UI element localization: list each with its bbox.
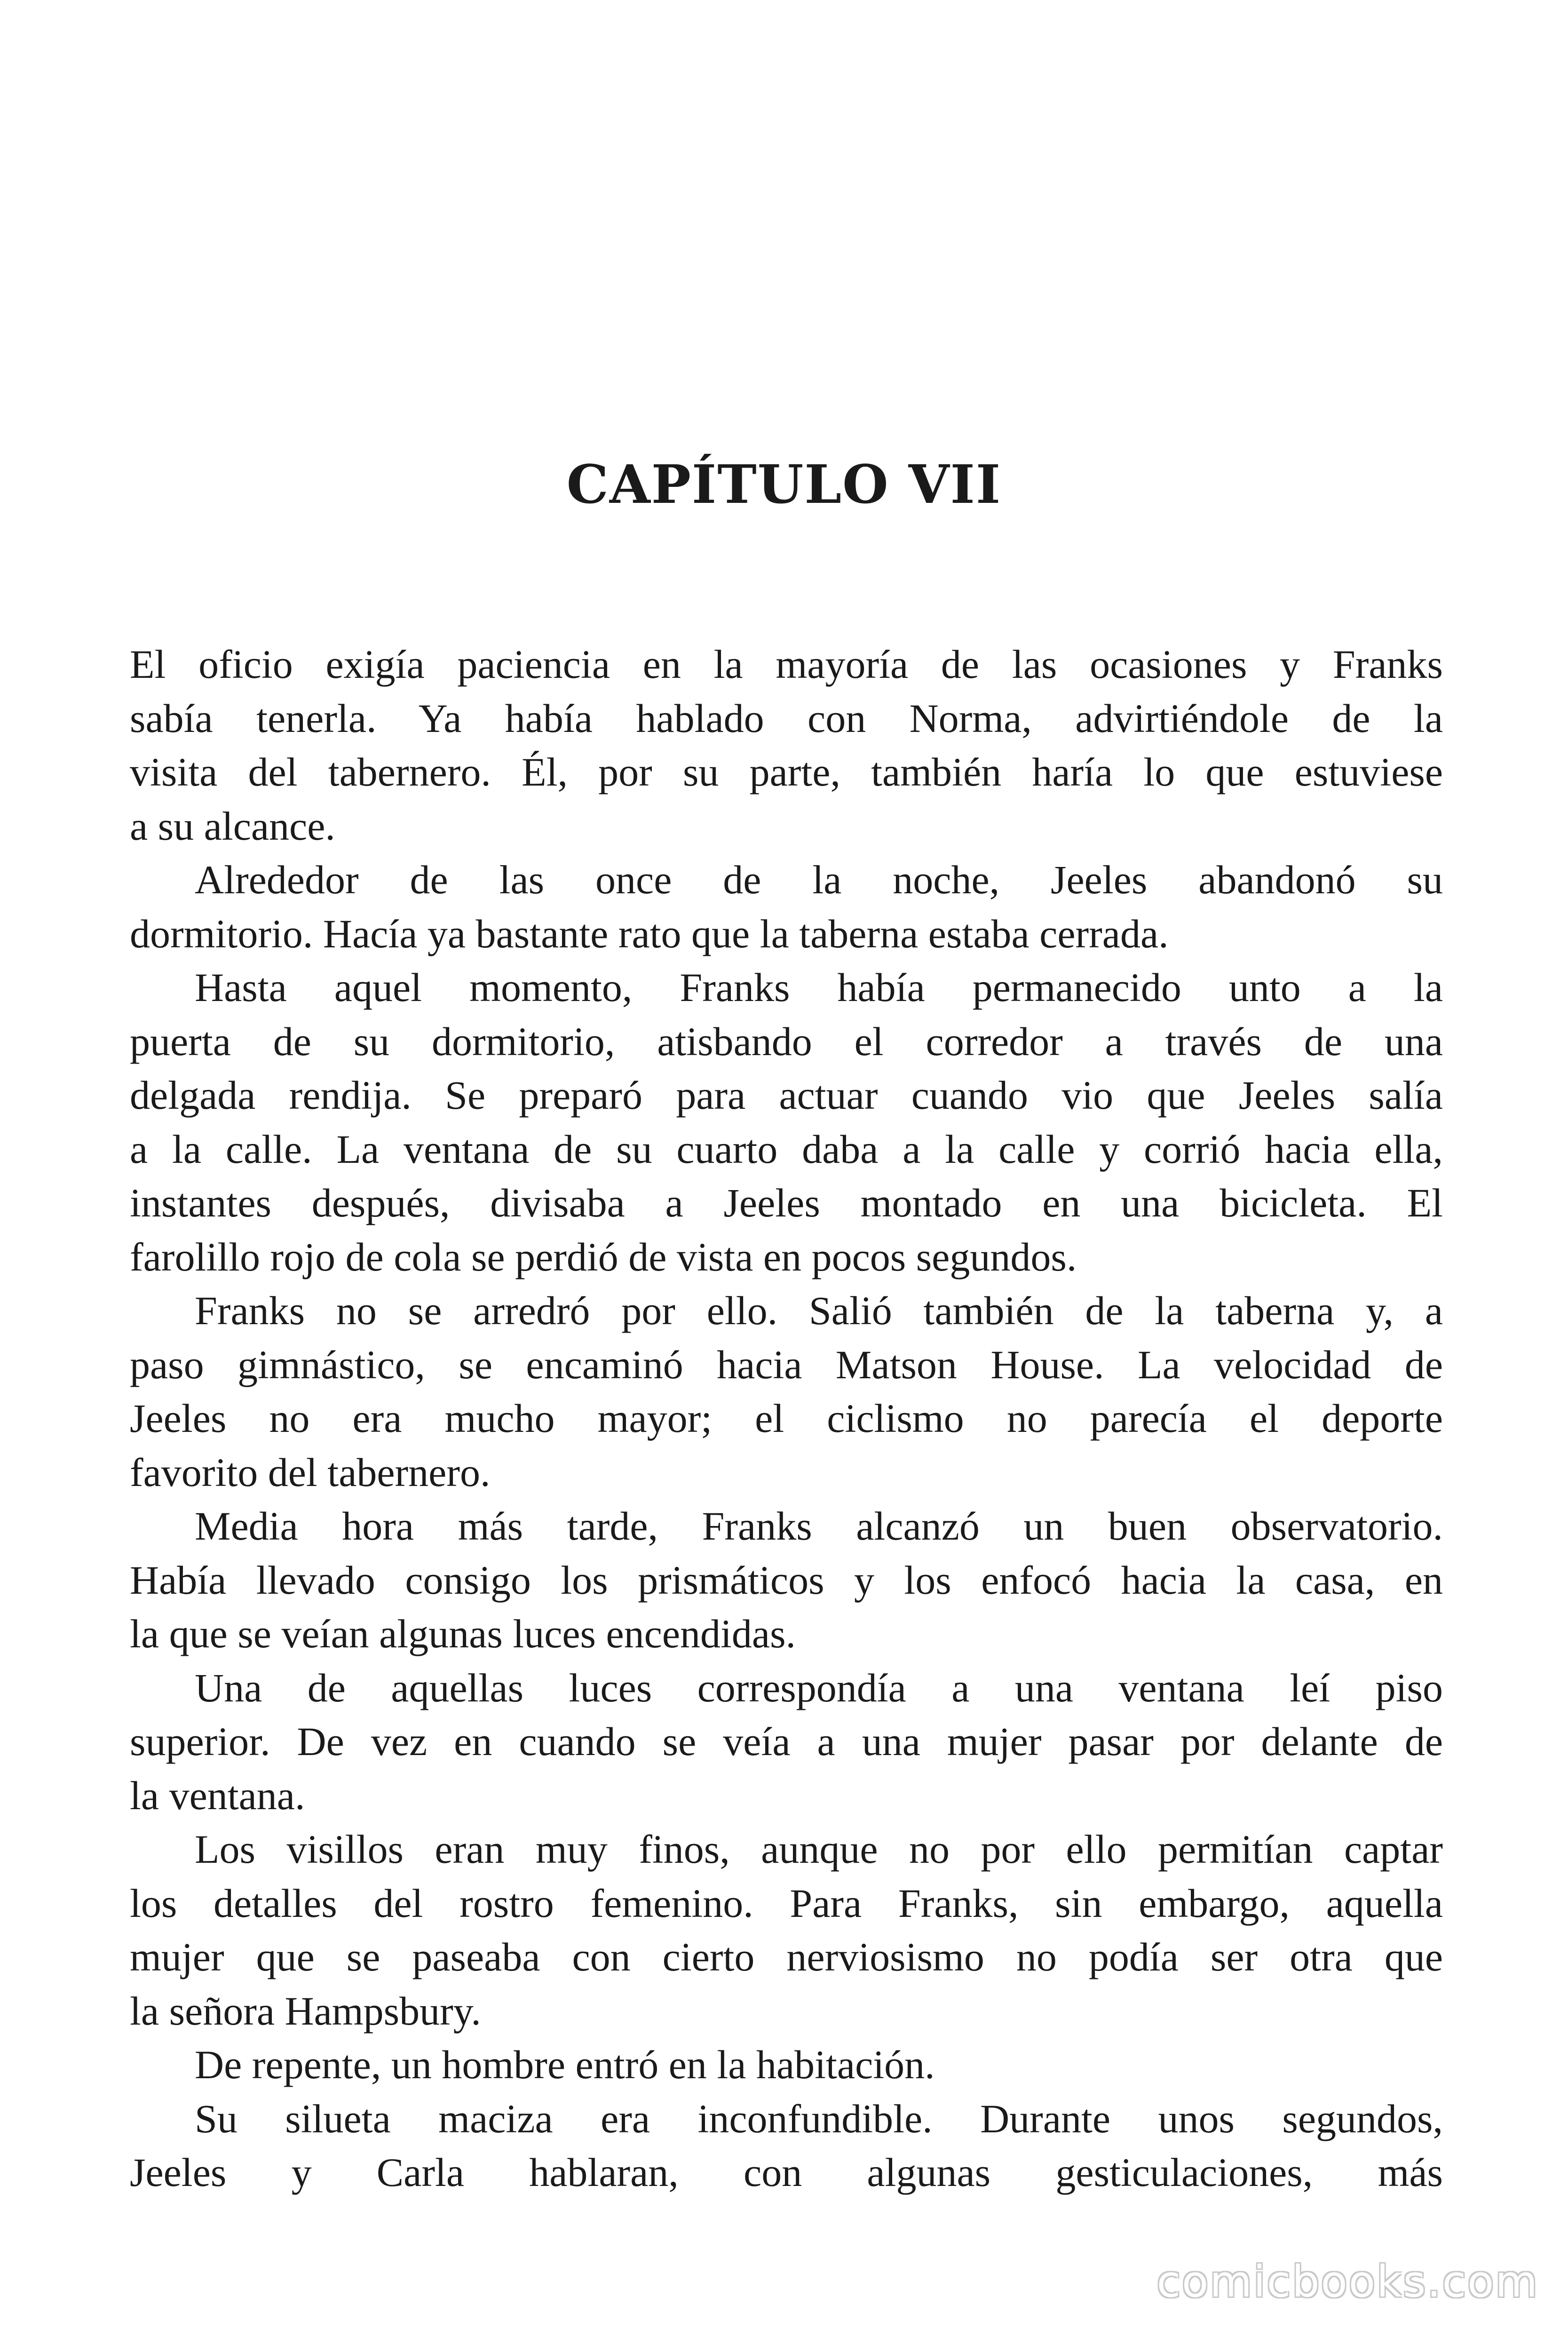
text-line: dormitorio. Hacía ya bastante rato que la taberna estaba cerrada.: [130, 911, 1169, 956]
text-line: instantes después, divisaba a Jeeles montado en una bicicleta. El: [130, 1180, 1443, 1225]
text-line: paso gimnástico, se encaminó hacia Matson House. La velocidad de: [130, 1342, 1443, 1387]
paragraph-first-line: Media hora más tarde, Franks alcanzó un buen observatorio.: [195, 1503, 1443, 1549]
watermark: comicbooks.com: [1156, 2257, 1539, 2307]
text-line: puerta de su dormitorio, atisbando el corredor a través de una: [130, 1018, 1443, 1064]
text-line: la ventana.: [130, 1772, 305, 1818]
paragraph-first-line: Los visillos eran muy finos, aunque no por ello permitían captar: [195, 1827, 1443, 1872]
paragraph-first-line: Franks no se arredró por ello. Salió también de la taberna y, a: [195, 1288, 1443, 1333]
text-line: favorito del tabernero.: [130, 1449, 491, 1495]
text-line: delgada rendija. Se preparó para actuar cuando vio que Jeeles salía: [130, 1073, 1443, 1118]
body-text: [130, 637, 1443, 2200]
text-line: la señora Hampsbury.: [130, 1988, 481, 2034]
text-line: los detalles del rostro femenino. Para Franks, sin embargo, aquella: [130, 1880, 1443, 1926]
paragraph-first-line: De repente, un hombre entró en la habitación.: [195, 2042, 935, 2087]
chapter-title: CAPÍTULO VII: [566, 454, 1002, 516]
text-line: El oficio exigía paciencia en la mayoría de las ocasiones y Franks: [130, 642, 1443, 687]
text-line: Jeeles y Carla hablaran, con algunas gesticulaciones, más: [130, 2150, 1443, 2195]
text-line: Jeeles no era mucho mayor; el ciclismo no parecía el deporte: [130, 1396, 1443, 1441]
text-line: superior. De vez en cuando se veía a una mujer pasar por delante de: [130, 1719, 1443, 1764]
paragraph-first-line: Alrededor de las once de la noche, Jeeles abandonó su: [195, 857, 1443, 902]
text-line: sabía tenerla. Ya había hablado con Norma, advirtiéndole de la: [130, 695, 1443, 741]
text-line: farolillo rojo de cola se perdió de vista en pocos segundos.: [130, 1234, 1077, 1279]
paragraph-first-line: Su silueta maciza era inconfundible. Durante unos segundos,: [195, 2096, 1443, 2141]
paragraph-first-line: Una de aquellas luces correspondía a una ventana leí piso: [195, 1665, 1443, 1710]
text-line: visita del tabernero. Él, por su parte, también haría lo que estuviese: [130, 749, 1443, 795]
paragraph-first-line: Hasta aquel momento, Franks había permanecido unto a la: [195, 965, 1443, 1010]
text-line: a la calle. La ventana de su cuarto daba a la calle y corrió hacia ella,: [130, 1126, 1443, 1172]
text-line: a su alcance.: [130, 803, 335, 849]
text-line: la que se veían algunas luces encendidas.: [130, 1611, 796, 1656]
text-line: mujer que se paseaba con cierto nerviosismo no podía ser otra que: [130, 1934, 1443, 1979]
text-line: Había llevado consigo los prismáticos y los enfocó hacia la casa, en: [130, 1557, 1443, 1603]
